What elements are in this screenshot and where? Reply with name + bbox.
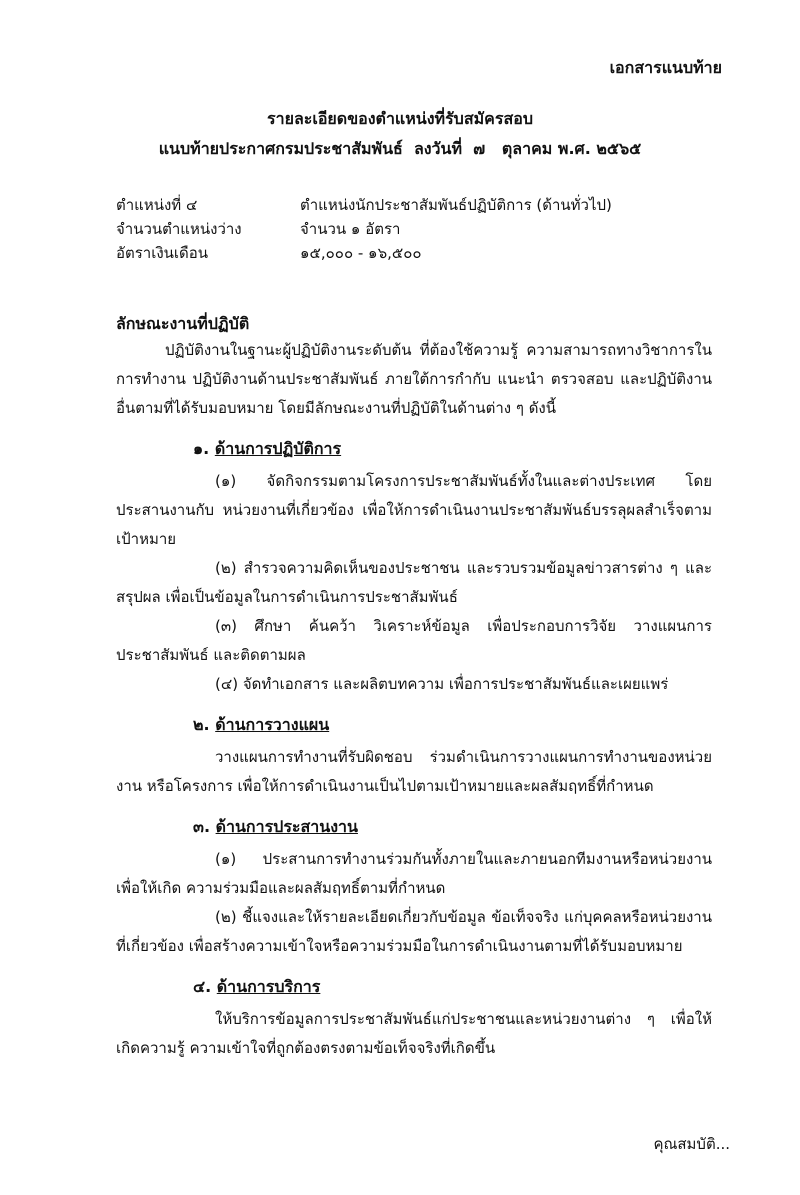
section-item <box>116 743 712 801</box>
duty-sections <box>116 435 712 1063</box>
info-label-salary: อัตราเงินเดือน <box>116 244 209 262</box>
section-heading <box>193 435 712 463</box>
section-item-line: เพื่อสร้างความเข้าใจหรือความร่วมมือในการดำเนินงานตามที่ได้รับมอบหมาย <box>188 937 683 955</box>
section-item-line: ความเข้าใจที่ถูกต้องตรงตามข้อเท็จจริงที่เกิดขึ้น <box>189 1039 496 1057</box>
intro-paragraph <box>116 336 712 423</box>
section-item-line: ความร่วมมือและผลสัมฤทธิ์ตามที่กำหนด <box>185 879 446 897</box>
duties-heading: ลักษณะงานที่ปฏิบัติ <box>116 314 250 333</box>
section-item-line: วางแผนการทำงานที่รับผิดชอบ ร่วมดำเนินการวางแผนการทำงานของหน่วยงาน <box>116 748 712 795</box>
section-title: ด้านการประสานงาน <box>215 817 358 836</box>
section-item-line: หรือโครงการ เพื่อให้การดำเนินงานเป็นไปตามเป้าหมายและผลสัมฤทธิ์ที่กำหนด <box>146 777 654 795</box>
section-title: ด้านการวางแผน <box>215 715 330 734</box>
section-item-line: หน่วยงานที่เกี่ยวข้อง เพื่อให้การดำเนินงานประชาสัมพันธ์บรรลุผลสำเร็จตามเป้าหมาย <box>116 501 712 548</box>
document-title: รายละเอียดของตำแหน่งที่รับสมัครสอบ <box>267 109 533 128</box>
footer-continuation: คุณสมบัติ... <box>653 1135 730 1153</box>
section-item <box>116 903 712 961</box>
intro-line: ปฏิบัติงานในฐานะผู้ปฏิบัติงานระดับต้น ที่ต้องใช้ความรู้ ความสามารถทางวิชาการในการทำงาน <box>116 341 712 388</box>
section-item <box>116 845 712 903</box>
intro-line: ปฏิบัติงานด้านประชาสัมพันธ์ ภายใต้การกำกับ แนะนำ ตรวจสอบ และปฏิบัติงานอื่นตามที่ได้รับมอบหมาย <box>116 370 712 417</box>
section-item <box>116 467 712 554</box>
info-label-position: ตำแหน่งที่ ๔ <box>116 196 198 214</box>
section-item-line: ให้บริการข้อมูลการประชาสัมพันธ์แก่ประชาชนและหน่วยงานต่าง ๆ เพื่อให้เกิดความรู้ <box>116 1010 712 1057</box>
section-item <box>116 554 712 612</box>
section-heading <box>193 711 712 739</box>
section-number: ๑. <box>193 439 210 458</box>
section-heading <box>193 973 712 1001</box>
position-info <box>116 194 712 264</box>
section-item-line: (๓) ศึกษา ค้นคว้า วิเคราะห์ข้อมูล เพื่อประกอบการวิจัย วางแผนการประชาสัมพันธ์ <box>116 617 712 664</box>
info-value-vacancies: จำนวน ๑ อัตรา <box>300 220 401 238</box>
section-item-line: (๒) ชี้แจงและให้รายละเอียดเกี่ยวกับข้อมูล ข้อเท็จจริง แก่บุคคลหรือหน่วยงานที่เกี่ยวข้อง <box>116 908 712 955</box>
section-item <box>116 612 712 670</box>
section-item-line: (๑) ประสานการทำงานร่วมกันทั้งภายในและภายนอกทีมงานหรือหน่วยงาน เพื่อให้เกิด <box>116 850 712 897</box>
header-note: เอกสารแนบท้าย <box>609 58 722 77</box>
section-title: ด้านการบริการ <box>216 977 321 996</box>
section-item-line: (๑) จัดกิจกรรมตามโครงการประชาสัมพันธ์ทั้งในและต่างประเทศ โดยประสานงานกับ <box>116 472 712 519</box>
intro-line: โดยมีลักษณะงานที่ปฏิบัติในด้านต่าง ๆ ดังนี้ <box>278 399 557 417</box>
section-item-line: และติดตามผล <box>213 646 306 664</box>
section-number: ๔. <box>193 977 212 996</box>
section-item <box>116 1005 712 1063</box>
section-number: ๒. <box>193 715 210 734</box>
section-item-line: (๒) สำรวจความคิดเห็นของประชาชน และรวบรวมข้อมูลข่าวสารต่าง ๆ และสรุปผล <box>116 559 712 606</box>
info-value-salary: ๑๕,๐๐๐ - ๑๖,๕๐๐ <box>300 244 422 262</box>
section-item-line: (๔) จัดทำเอกสาร และผลิตบทความ เพื่อการประชาสัมพันธ์และเผยแพร่ <box>215 675 669 693</box>
section-number: ๓. <box>193 817 211 836</box>
info-value-position: ตำแหน่งนักประชาสัมพันธ์ปฏิบัติการ (ด้านทั่วไป) <box>300 196 612 214</box>
section-item <box>116 670 712 699</box>
info-label-vacancies: จำนวนตำแหน่งว่าง <box>116 220 242 238</box>
document-subtitle: แนบท้ายประกาศกรมประชาสัมพันธ์ ลงวันที่ ๗ ตุลาคม พ.ศ. ๒๕๖๕ <box>158 139 642 158</box>
section-heading <box>193 813 712 841</box>
section-item-line: เพื่อเป็นข้อมูลในการดำเนินการประชาสัมพันธ์ <box>165 588 458 606</box>
section-title: ด้านการปฏิบัติการ <box>214 439 342 458</box>
